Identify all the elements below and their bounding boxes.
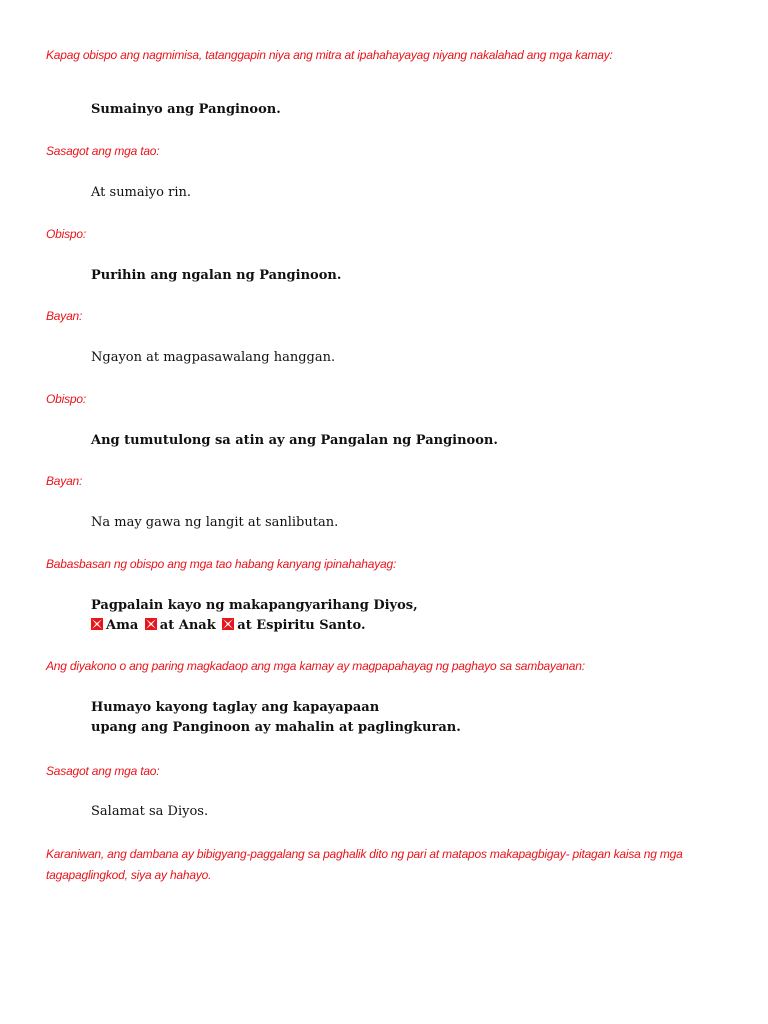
greeting-line: Sumainyo ang Panginoon. bbox=[91, 102, 281, 117]
bishop-line-1: Purihin ang ngalan ng Panginoon. bbox=[91, 268, 342, 283]
rubric-bishop-2: Obispo: bbox=[46, 392, 86, 406]
thanks-line: Salamat sa Diyos. bbox=[91, 804, 209, 819]
cross-icon bbox=[222, 618, 234, 630]
bishop-line-2: Ang tumutulong sa atin ay ang Pangalan ng Panginoon. bbox=[91, 433, 498, 448]
rubric-people-2: Bayan: bbox=[46, 474, 83, 488]
rubric-dismissal: Ang diyakono o ang paring magkadaop ang mga kamay ay magpapahayag ng paghayo sa sambayanan: bbox=[46, 659, 585, 673]
blessing-son: at Anak bbox=[159, 618, 216, 633]
rubric-people-respond-2: Sasagot ang mga tao: bbox=[46, 764, 160, 778]
blessing-line-1: Pagpalain kayo ng makapangyarihang Diyos, bbox=[91, 598, 418, 613]
dismissal-line-1: Humayo kayong taglay ang kapayapaan bbox=[91, 700, 380, 715]
rubric-closing: Karaniwan, ang dambana ay bibigyang-paggalang sa paghalik dito ng pari at matapos makapagbigay- pitagan kaisa ng mga tagapaglingkod, siya ay hahayo. bbox=[46, 847, 683, 882]
cross-icon bbox=[91, 618, 103, 630]
rubric-blessing: Babasbasan ng obispo ang mga tao habang kanyang ipinahahayag: bbox=[46, 557, 397, 571]
rubric-people: Bayan: bbox=[46, 309, 83, 323]
people-line-1: Ngayon at magpasawalang hanggan. bbox=[91, 350, 336, 365]
rubric-people-respond: Sasagot ang mga tao: bbox=[46, 144, 160, 158]
blessing-father: Ama bbox=[106, 618, 139, 633]
response-line: At sumaiyo rin. bbox=[91, 185, 191, 200]
blessing-line-2 bbox=[91, 616, 365, 636]
dismissal-line-2: upang ang Panginoon ay mahalin at paglingkuran. bbox=[91, 720, 461, 735]
cross-icon bbox=[145, 618, 157, 630]
rubric-bishop-mitre: Kapag obispo ang nagmimisa, tatanggapin niya ang mitra at ipahahayayag niyang nakalahad ang mga kamay: bbox=[46, 48, 613, 62]
people-line-2: Na may gawa ng langit at sanlibutan. bbox=[91, 515, 339, 530]
rubric-bishop: Obispo: bbox=[46, 227, 86, 241]
blessing-spirit: at Espiritu Santo. bbox=[237, 618, 366, 633]
